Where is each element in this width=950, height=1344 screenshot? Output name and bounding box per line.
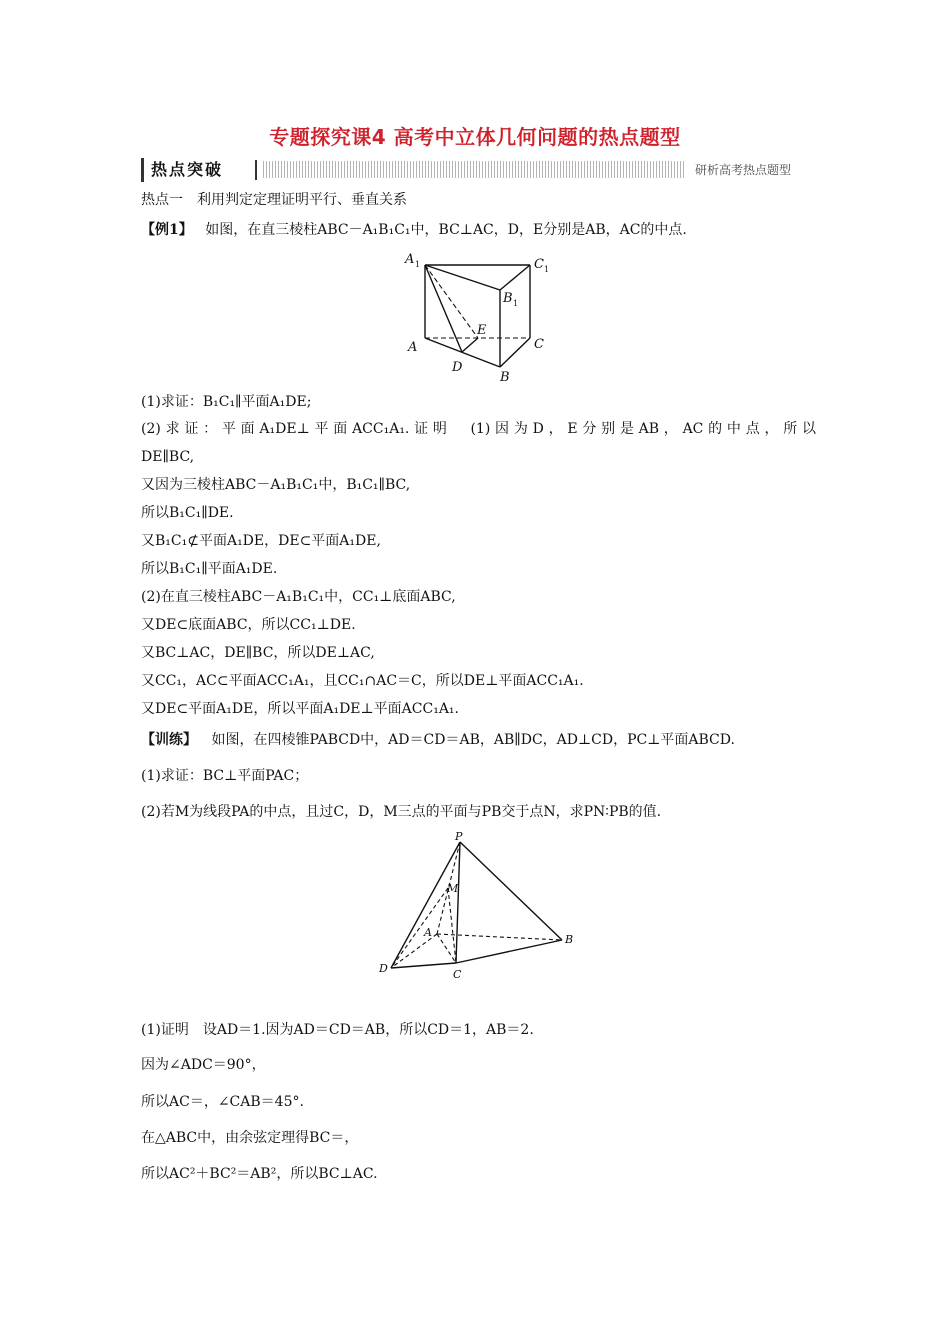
training-line — [141, 730, 816, 750]
training-question-1: (1)求证：BC⊥平面PAC； — [141, 768, 309, 784]
label-P: P — [455, 830, 463, 843]
training-text: 如图，在四棱锥PABCD中，AD＝CD＝AB，AB∥DC，AD⊥CD，PC⊥平面ABCD. — [211, 732, 735, 748]
proof1-line-10: 又BC⊥AC，DE∥BC，所以DE⊥AC, — [141, 645, 375, 661]
proof1-line-5: 所以B₁C₁∥DE. — [141, 505, 234, 521]
label-B1: B — [503, 291, 513, 306]
banner-label: 热点突破 — [151, 160, 224, 179]
pyramid-figure — [376, 830, 586, 985]
proof2-line-3: 所以AC＝，∠CAB＝45°. — [141, 1094, 304, 1110]
label-B1-sub: 1 — [513, 299, 519, 308]
label-D-pyramid: D — [379, 962, 388, 975]
label-A-pyramid: A — [424, 926, 432, 939]
prism-figure — [400, 250, 560, 385]
proof1-line-7: 所以B₁C₁∥平面A₁DE. — [141, 561, 278, 577]
proof2-line-2: 因为∠ADC＝90°， — [141, 1057, 266, 1073]
proof1-line-1: (1)求证：B₁C₁∥平面A₁DE; — [141, 394, 312, 410]
proof1-line-4: 又因为三棱柱ABC－A₁B₁C₁中，B₁C₁∥BC, — [141, 477, 411, 493]
proof1-line-3: DE∥BC, — [141, 449, 195, 465]
label-A1-sub: 1 — [415, 260, 421, 269]
proof1-line-12: 又DE⊂平面A₁DE，所以平面A₁DE⊥平面ACC₁A₁. — [141, 701, 459, 717]
section-banner — [141, 158, 811, 182]
label-E: E — [477, 323, 487, 338]
proof1-line-9: 又DE⊂底面ABC，所以CC₁⊥DE. — [141, 617, 356, 633]
proof2-line-5: 所以AC²＋BC²＝AB²，所以BC⊥AC. — [141, 1166, 378, 1182]
label-M: M — [447, 882, 459, 895]
proof2-line-4: 在△ABC中，由余弦定理得BC＝， — [141, 1130, 359, 1146]
example1-line — [141, 220, 816, 240]
label-B-pyramid: B — [565, 933, 574, 946]
training-tag: 【训练】 — [141, 732, 197, 748]
label-B: B — [500, 370, 510, 385]
banner-separator — [255, 160, 257, 180]
proof1-line-2: (2)求证：平面A₁DE⊥平面ACC₁A₁.证明 (1)因为D，E分别是AB，AC的中点，所以 — [141, 421, 816, 437]
label-C1-sub: 1 — [544, 265, 550, 274]
example1-text: 如图，在直三棱柱ABC－A₁B₁C₁中，BC⊥AC，D，E分别是AB，AC的中点. — [205, 222, 687, 238]
label-D: D — [452, 360, 463, 375]
proof1-line-11: 又CC₁，AC⊂平面ACC₁A₁，且CC₁∩AC＝C，所以DE⊥平面ACC₁A₁. — [141, 673, 584, 689]
label-C-pyramid: C — [453, 968, 462, 981]
example1-tag: 【例1】 — [141, 222, 193, 238]
proof1-line-6: 又B₁C₁⊄平面A₁DE，DE⊂平面A₁DE, — [141, 533, 381, 549]
label-A: A — [408, 340, 418, 355]
section-heading: 热点一 利用判定定理证明平行、垂直关系 — [141, 192, 407, 208]
proof1-line-8: (2)在直三棱柱ABC－A₁B₁C₁中，CC₁⊥底面ABC, — [141, 589, 456, 605]
banner-subtitle: 研析高考热点题型 — [685, 160, 811, 180]
label-A1: A — [405, 252, 415, 267]
banner-left-bar — [141, 158, 144, 182]
training-question-2: (2)若M为线段PA的中点，且过C，D，M三点的平面与PB交于点N，求PN∶PB的值. — [141, 804, 662, 820]
label-C: C — [534, 337, 544, 352]
page-title: 专题探究课4 高考中立体几何问题的热点题型 — [269, 125, 681, 149]
proof2-line-1: (1)证明 设AD＝1.因为AD＝CD＝AB，所以CD＝1，AB＝2. — [141, 1022, 534, 1038]
label-C1: C — [534, 257, 544, 272]
